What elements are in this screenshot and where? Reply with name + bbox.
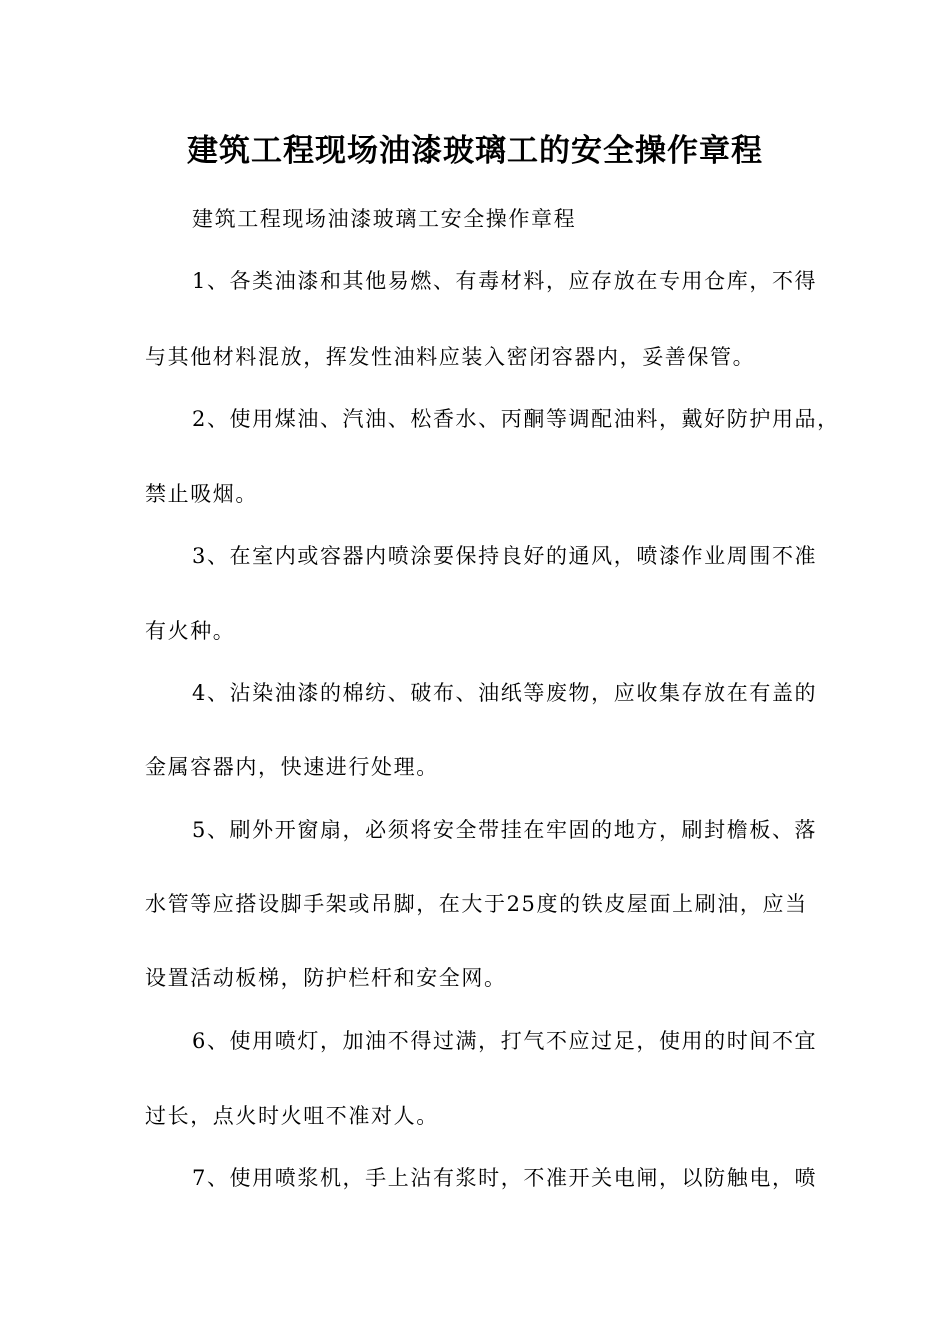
paragraph-line: 5、刷外开窗扇，必须将安全带挂在牢固的地方，刷封檐板、落 bbox=[192, 818, 818, 842]
paragraph-line: 禁止吸烟。 bbox=[145, 482, 258, 506]
paragraph-line: 水管等应搭设脚手架或吊脚，在大于25度的铁皮屋面上刷油，应当 bbox=[145, 892, 808, 916]
document-subtitle: 建筑工程现场油漆玻璃工安全操作章程 bbox=[192, 207, 577, 231]
paragraph-line: 与其他材料混放，挥发性油料应装入密闭容器内，妥善保管。 bbox=[145, 345, 756, 369]
paragraph-line: 2、使用煤油、汽油、松香水、丙酮等调配油料，戴好防护用品， bbox=[192, 407, 840, 431]
paragraph-line: 有火种。 bbox=[145, 619, 236, 643]
paragraph-line: 过长，点火时火咀不准对人。 bbox=[145, 1104, 439, 1128]
paragraph-line: 4、沾染油漆的棉纺、破布、油纸等废物，应收集存放在有盖的 bbox=[192, 681, 818, 705]
paragraph-line: 1、各类油漆和其他易燃、有毒材料，应存放在专用仓库，不得 bbox=[192, 269, 818, 293]
paragraph-line: 7、使用喷浆机，手上沾有浆时，不准开关电闸，以防触电，喷 bbox=[192, 1166, 818, 1190]
document-title: 建筑工程现场油漆玻璃工的安全操作章程 bbox=[187, 133, 763, 169]
paragraph-line: 设置活动板梯，防护栏杆和安全网。 bbox=[145, 966, 507, 990]
paragraph-line: 6、使用喷灯，加油不得过满，打气不应过足，使用的时间不宜 bbox=[192, 1029, 818, 1053]
paragraph-line: 3、在室内或容器内喷涂要保持良好的通风，喷漆作业周围不准 bbox=[192, 544, 818, 568]
paragraph-line: 金属容器内，快速进行处理。 bbox=[145, 755, 439, 779]
